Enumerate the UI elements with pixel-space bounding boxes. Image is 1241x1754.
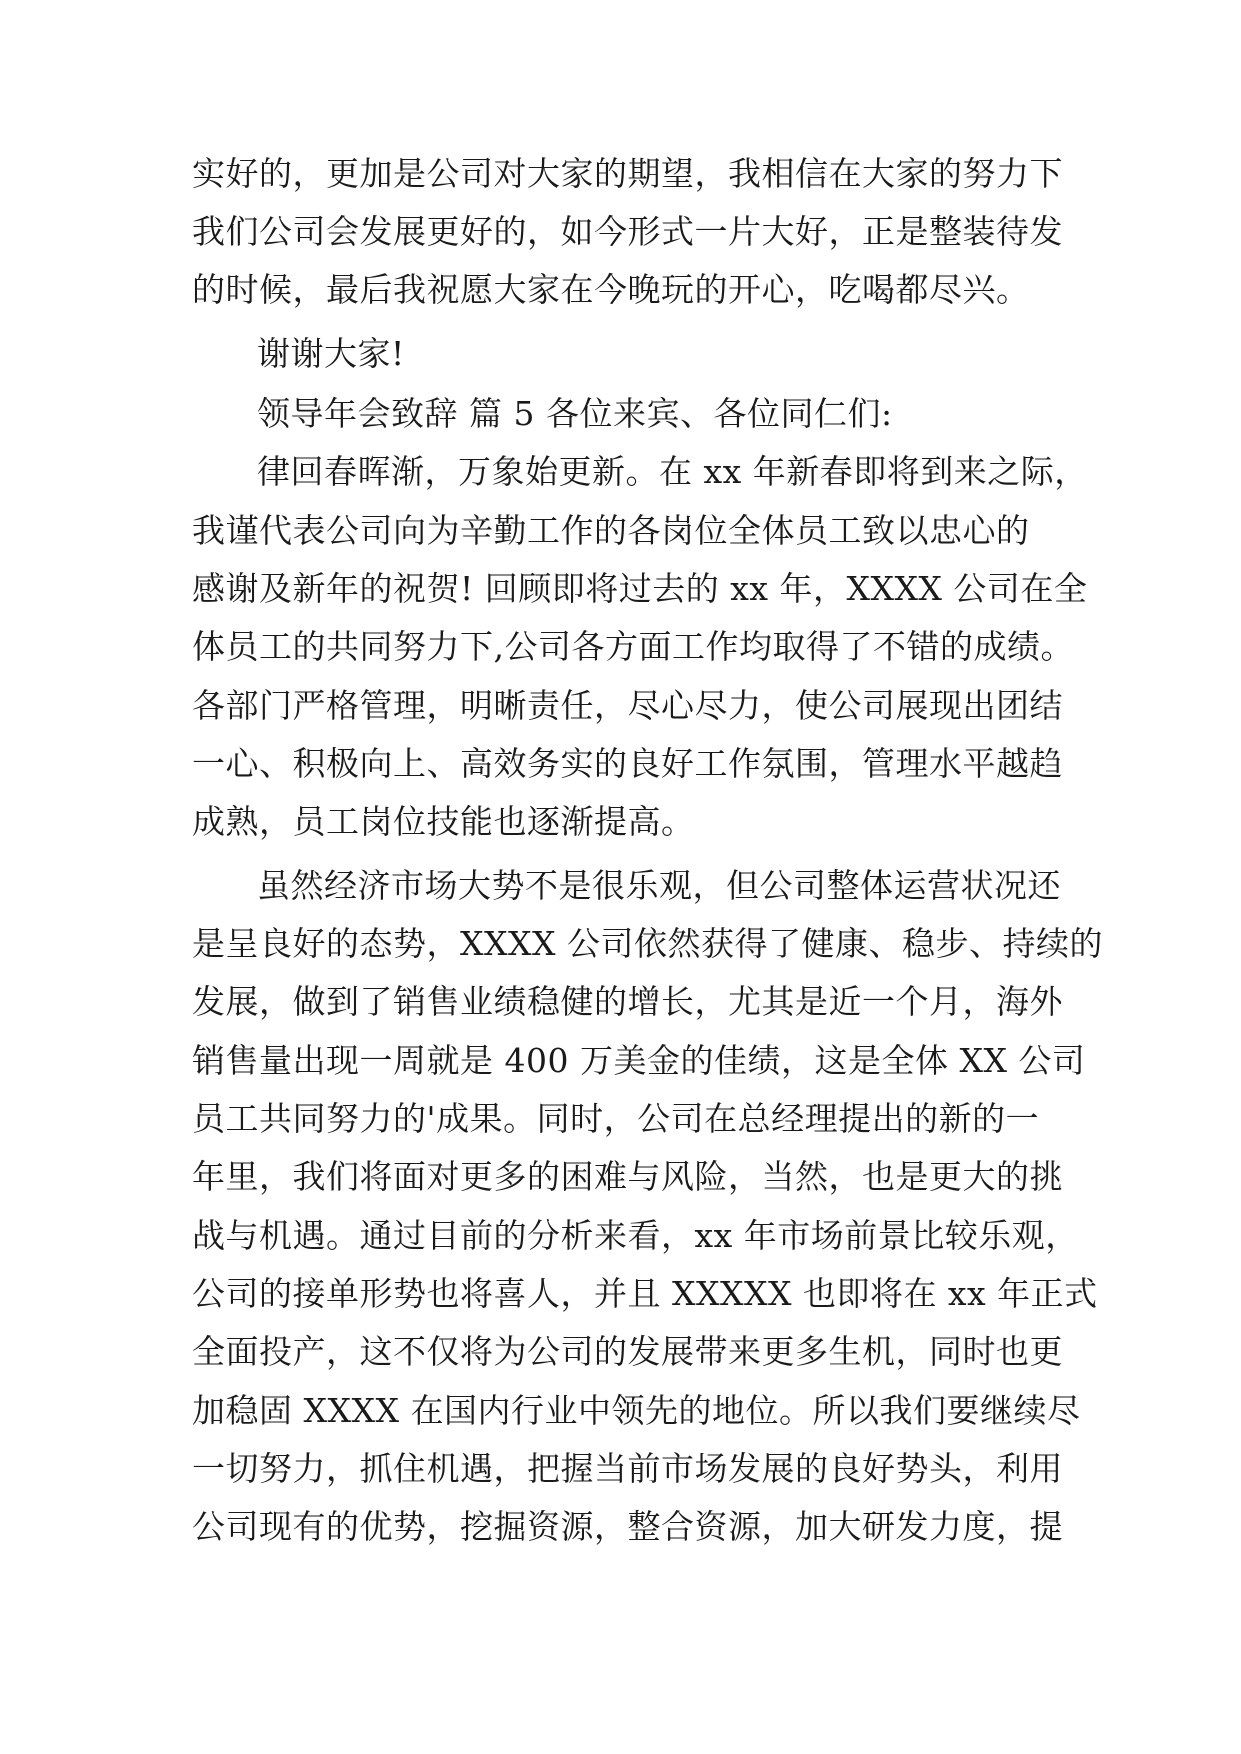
closing-thanks: 谢谢大家! <box>257 334 405 373</box>
text-line: 体员工的共同努力下,公司各方面工作均取得了不错的成绩。 <box>192 627 1074 666</box>
text-line: 的时候，最后我祝愿大家在今晚玩的开心，吃喝都尽兴。 <box>192 270 1030 309</box>
paragraph-start: 律回春晖渐，万象始更新。在 xx 年新春即将到来之际， <box>257 452 1088 491</box>
text-line: 我们公司会发展更好的，如今形式一片大好，正是整装待发 <box>192 212 1063 251</box>
paragraph-start: 虽然经济市场大势不是很乐观，但公司整体运营状况还 <box>257 866 1061 905</box>
text-line: 员工共同努力的'成果。同时，公司在总经理提出的新的一 <box>192 1099 1040 1138</box>
text-line: 一心、积极向上、高效务实的良好工作氛围，管理水平越趋 <box>192 744 1063 783</box>
text-line: 实好的，更加是公司对大家的期望，我相信在大家的努力下 <box>192 154 1063 193</box>
text-line: 一切努力，抓住机遇，把握当前市场发展的良好势头，利用 <box>192 1449 1063 1488</box>
text-line: 成熟，员工岗位技能也逐渐提高。 <box>192 802 695 841</box>
section-heading: 领导年会致辞 篇 5 各位来宾、各位同仁们: <box>257 394 893 433</box>
text-line: 销售量出现一周就是 400 万美金的佳绩，这是全体 XX 公司 <box>192 1041 1086 1080</box>
text-line: 公司现有的优势，挖掘资源，整合资源，加大研发力度，提 <box>192 1507 1063 1546</box>
text-line: 全面投产，这不仅将为公司的发展带来更多生机，同时也更 <box>192 1332 1063 1371</box>
text-line: 公司的接单形势也将喜人，并且 XXXXX 也即将在 xx 年正式 <box>192 1274 1098 1313</box>
text-line: 各部门严格管理，明晰责任，尽心尽力，使公司展现出团结 <box>192 686 1063 725</box>
text-line: 加稳固 XXXX 在国内行业中领先的地位。所以我们要继续尽 <box>192 1391 1081 1430</box>
text-line: 年里，我们将面对更多的困难与风险，当然，也是更大的挑 <box>192 1157 1063 1196</box>
text-line: 战与机遇。通过目前的分析来看，xx 年市场前景比较乐观， <box>192 1216 1079 1255</box>
text-line: 发展，做到了销售业绩稳健的增长，尤其是近一个月，海外 <box>192 982 1063 1021</box>
text-line: 感谢及新年的祝贺! 回顾即将过去的 xx 年，XXXX 公司在全 <box>192 569 1088 608</box>
text-line: 是呈良好的态势，XXXX 公司依然获得了健康、稳步、持续的 <box>192 924 1103 963</box>
text-line: 我谨代表公司向为辛勤工作的各岗位全体员工致以忠心的 <box>192 511 1030 550</box>
